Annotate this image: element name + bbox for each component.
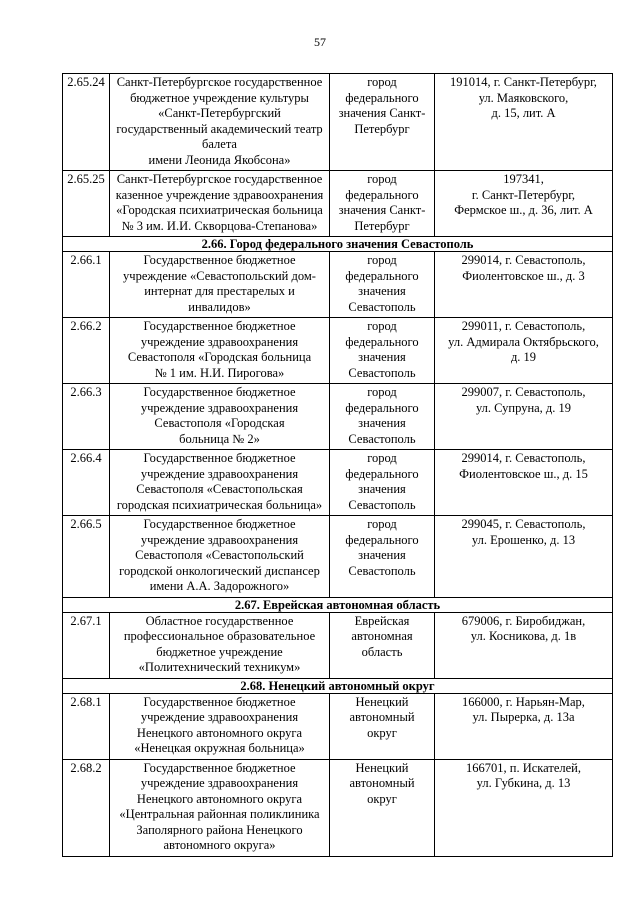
table-row — [63, 693, 613, 759]
table-row — [63, 612, 613, 678]
region: Ненецкий автономный округ — [330, 693, 435, 759]
table-row — [63, 450, 613, 516]
region: город федерального значения Севастополь — [330, 516, 435, 598]
section-header-row — [63, 678, 613, 693]
section-title: 2.68. Ненецкий автономный округ — [63, 678, 613, 693]
region: город федерального значения Санкт- Петербург — [330, 171, 435, 237]
address: 166000, г. Нарьян-Мар, ул. Пырерка, д. 13а — [435, 693, 613, 759]
section-header-row — [63, 597, 613, 612]
region: Ненецкий автономный округ — [330, 759, 435, 856]
organization-name: Областное государственное профессиональное образовательное бюджетное учреждение «Политехнический техникум» — [110, 612, 330, 678]
table-row — [63, 171, 613, 237]
organization-name: Государственное бюджетное учреждение здравоохранения Севастополя «Городская больница № 1 им. Н.И. Пирогова» — [110, 318, 330, 384]
region: город федерального значения Севастополь — [330, 384, 435, 450]
address: 197341, г. Санкт-Петербург, Фермское ш., д. 36, лит. А — [435, 171, 613, 237]
organization-name: Государственное бюджетное учреждение «Севастопольский дом- интернат для престарелых и инвалидов» — [110, 252, 330, 318]
section-header-row — [63, 237, 613, 252]
item-number: 2.66.2 — [63, 318, 110, 384]
organization-name: Государственное бюджетное учреждение здравоохранения Севастополя «Севастопольская городская психиатрическая больница» — [110, 450, 330, 516]
region: город федерального значения Санкт- Петербург — [330, 74, 435, 171]
address: 166701, п. Искателей, ул. Губкина, д. 13 — [435, 759, 613, 856]
page-number: 57 — [314, 35, 326, 49]
address: 679006, г. Биробиджан, ул. Косникова, д. 1в — [435, 612, 613, 678]
table-row — [63, 516, 613, 598]
table-row — [63, 384, 613, 450]
address: 299014, г. Севастополь, Фиолентовское ш., д. 3 — [435, 252, 613, 318]
registry-table — [62, 73, 613, 857]
address: 299011, г. Севастополь, ул. Адмирала Октябрьского, д. 19 — [435, 318, 613, 384]
table-row — [63, 759, 613, 856]
item-number: 2.66.4 — [63, 450, 110, 516]
item-number: 2.65.24 — [63, 74, 110, 171]
organization-name: Санкт-Петербургское государственное казенное учреждение здравоохранения «Городская психиатрическая больница № 3 им. И.И. Скворцова-Степанова» — [110, 171, 330, 237]
organization-name: Государственное бюджетное учреждение здравоохранения Ненецкого автономного округа «Ненецкая окружная больница» — [110, 693, 330, 759]
address: 299014, г. Севастополь, Фиолентовское ш., д. 15 — [435, 450, 613, 516]
item-number: 2.65.25 — [63, 171, 110, 237]
organization-name: Государственное бюджетное учреждение здравоохранения Севастополя «Городская больница № 2» — [110, 384, 330, 450]
region: город федерального значения Севастополь — [330, 450, 435, 516]
item-number: 2.66.1 — [63, 252, 110, 318]
table-row — [63, 74, 613, 171]
registry-body — [63, 74, 613, 857]
item-number: 2.66.3 — [63, 384, 110, 450]
organization-name: Санкт-Петербургское государственное бюджетное учреждение культуры «Санкт-Петербургский государственный академический театр балета имени Леонида Якобсона» — [110, 74, 330, 171]
address: 299045, г. Севастополь, ул. Ерошенко, д. 13 — [435, 516, 613, 598]
table-row — [63, 318, 613, 384]
address: 299007, г. Севастополь, ул. Супруна, д. 19 — [435, 384, 613, 450]
item-number: 2.68.1 — [63, 693, 110, 759]
organization-name: Государственное бюджетное учреждение здравоохранения Ненецкого автономного округа «Центральная районная поликлиника Заполярного района Ненецкого автономного округа» — [110, 759, 330, 856]
item-number: 2.68.2 — [63, 759, 110, 856]
section-title: 2.67. Еврейская автономная область — [63, 597, 613, 612]
region: Еврейская автономная область — [330, 612, 435, 678]
item-number: 2.66.5 — [63, 516, 110, 598]
section-title: 2.66. Город федерального значения Севастополь — [63, 237, 613, 252]
item-number: 2.67.1 — [63, 612, 110, 678]
region: город федерального значения Севастополь — [330, 318, 435, 384]
organization-name: Государственное бюджетное учреждение здравоохранения Севастополя «Севастопольский городской онкологический диспансер имени А.А. Задорожного» — [110, 516, 330, 598]
region: город федерального значения Севастополь — [330, 252, 435, 318]
address: 191014, г. Санкт-Петербург, ул. Маяковского, д. 15, лит. А — [435, 74, 613, 171]
table-row — [63, 252, 613, 318]
